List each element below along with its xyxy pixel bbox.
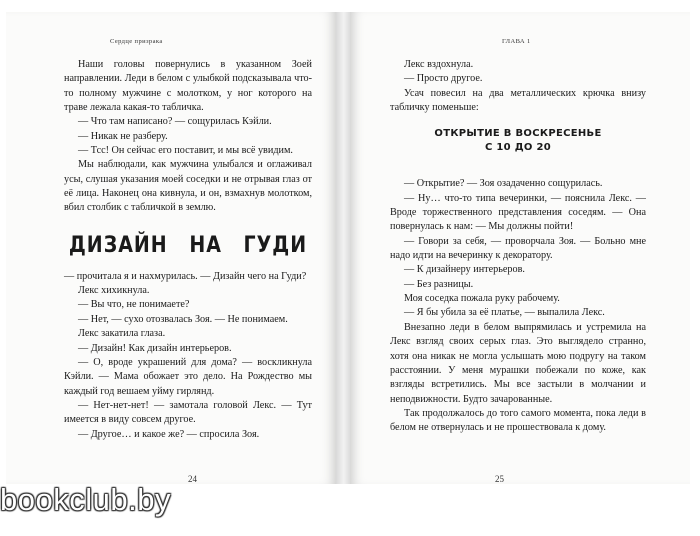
paragraph: — Тсс! Он сейчас его поставит, и мы всё увидим. [78, 145, 293, 157]
paragraph: Наши головы повернулись в указанном Зоей направлении. Леди в белом с улыбкой подсказывала что-то полному мужчине с молотком, у ног которого на траве лежала какая-то табличка. [64, 59, 312, 114]
right-page [350, 12, 690, 484]
paragraph: Так продолжалось до того самого момента, пока леди в белом не отвернулась и не прошествовала к дому. [390, 407, 646, 434]
paragraph: — К дизайнеру интерьеров. [404, 264, 525, 276]
paragraph: — прочитала я и нахмурилась. — Дизайн чего на Гуди? [64, 270, 307, 282]
right-page-text [390, 58, 646, 436]
sign-heading-line-2: С 10 ДО 20 [484, 142, 552, 154]
paragraph: — Другое… и какое же? — спросила Зоя. [78, 428, 260, 440]
paragraph: — Нет, — сухо отозвалась Зоя. — Не понимаем. [78, 313, 288, 325]
paragraph: Лекс хихикнула. [78, 285, 150, 297]
book-gutter [336, 12, 350, 484]
right-running-head: ГЛАВА 1 [502, 38, 531, 45]
paragraph: Усач повесил на два металлических крючка внизу табличку поменьше: [390, 87, 646, 114]
paragraph: — Открытие? — Зоя озадаченно сощурилась. [404, 178, 603, 190]
paragraph: Моя соседка пожала руку рабочему. [404, 293, 560, 305]
paragraph: — Говори за себя, — проворчала Зоя. — Больно мне надо идти на вечеринку к декоратору. [390, 235, 646, 262]
paragraph: — О, вроде украшений для дома? — воскликнула Кэйли. — Мама обожает это дело. На Рождество мы каждый год вешаем уйму гирлянд. [64, 356, 312, 397]
paragraph: — Вы что, не понимаете? [78, 299, 190, 311]
paragraph: — Никак не разберу. [78, 130, 168, 142]
paragraph: Внезапно леди в белом выпрямилась и устремила на Лекс взгляд своих серых глаз. Это выглядело странно, хотя она никак не могла услышать мою подругу на таком расстоянии. У меня мурашки побежали по коже, как взгляды встретились. Мы все застыли в молчании и неподвижности. Будто зачарованные. [390, 321, 646, 405]
paragraph: — Ну… что-то типа вечеринки, — пояснила Лекс. — Вроде торжественного представления соседям. — Она повернулась к нам: — Мы должны пойти! [390, 192, 646, 233]
right-page-number: 25 [495, 474, 504, 484]
sign-heading-design: ДИЗАЙН НА ГУДИ [68, 232, 308, 258]
paragraph: — Что там написано? — сощурилась Кэйли. [78, 116, 272, 128]
paragraph: — Нет-нет-нет! — замотала головой Лекс. — Тут имеется в виду совсем другое. [64, 399, 312, 426]
paragraph: — Без разницы. [404, 278, 474, 290]
sign-heading-opening [390, 127, 646, 155]
left-page-number: 24 [188, 474, 197, 484]
paragraph: — Дизайн! Как дизайн интерьеров. [78, 342, 232, 354]
left-page [6, 12, 336, 484]
left-running-head: Сердце призрака [110, 38, 163, 45]
paragraph: — Я бы убила за её платье, — выпалила Лекс. [404, 307, 605, 319]
sign-heading-line-1: ОТКРЫТИЕ В ВОСКРЕСЕНЬЕ [434, 128, 602, 140]
paragraph: Лекс закатила глаза. [78, 328, 166, 340]
paragraph: Лекс вздохнула. [404, 59, 474, 70]
paragraph: Мы наблюдали, как мужчина улыбался и оглаживал усы, слушая указания моей соседки и не отрывая глаз от её лица. Наконец она кивнула, и он, взмахнув молотком, вбил столбик с табличкой в землю. [64, 159, 312, 214]
site-watermark: bookclub.by [0, 482, 171, 517]
left-page-text [64, 58, 312, 442]
paragraph: — Просто другое. [404, 73, 483, 85]
